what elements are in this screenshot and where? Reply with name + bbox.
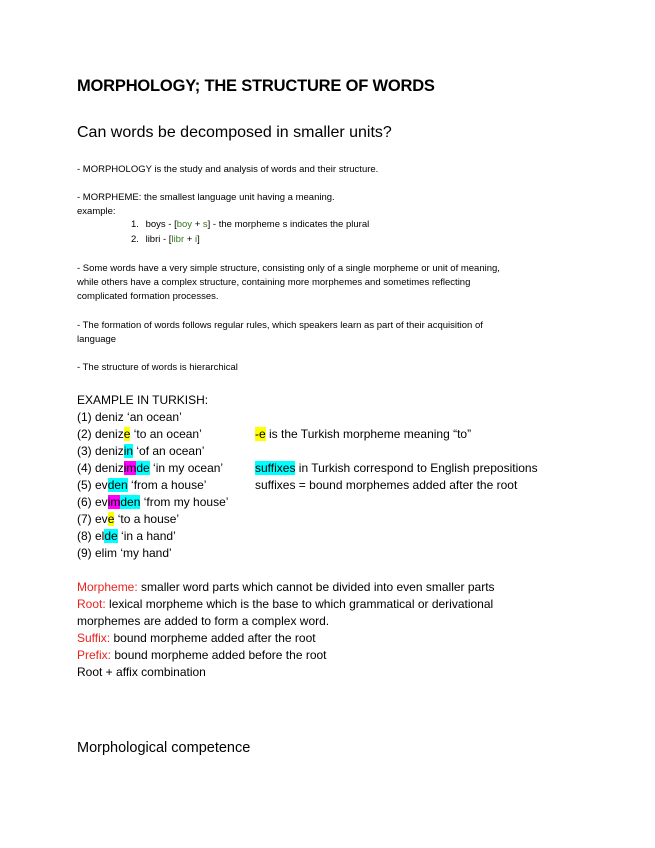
gloss: ‘from my house’	[140, 495, 229, 509]
root-part: libr	[171, 234, 185, 245]
note-e-morpheme	[255, 426, 471, 443]
highlight-suffix: e	[107, 512, 115, 526]
root-affix: Root + affix combination	[77, 665, 206, 679]
term: Prefix:	[77, 648, 112, 662]
turkish-example-4	[77, 460, 223, 477]
turkish-example-7	[77, 511, 179, 528]
example-label: example:	[77, 206, 116, 217]
word-root: (2) deniz	[77, 427, 124, 441]
highlight-possessive: im	[123, 461, 137, 475]
highlight-suffixes: suffixes	[255, 461, 296, 475]
gloss: ‘to a house’	[114, 512, 180, 526]
turkish-heading: EXAMPLE IN TURKISH:	[77, 393, 209, 407]
para-hierarchical: - The structure of words is hierarchical	[77, 362, 238, 373]
example-item-1	[131, 219, 369, 230]
example-gloss: ] - the morpheme s indicates the plural	[207, 219, 370, 230]
plus: +	[192, 219, 203, 230]
highlight-suffix: den	[120, 495, 141, 509]
para-morphology: - MORPHOLOGY is the study and analysis of words and their structure.	[77, 164, 379, 175]
para-rules-2: language	[77, 334, 117, 345]
term: Suffix:	[77, 631, 111, 645]
definition: bound morpheme added after the root	[110, 631, 316, 645]
turkish-example-3	[77, 443, 204, 460]
gloss: ‘to an ocean’	[130, 427, 202, 441]
note-bound: suffixes = bound morphemes added after the root	[255, 478, 518, 492]
definition-suffix	[77, 630, 316, 647]
plus: +	[184, 234, 195, 245]
highlight-suffix: e	[123, 427, 131, 441]
definition: lexical morpheme which is the base to which grammatical or derivational	[105, 597, 494, 611]
para-simple-3: complicated formation processes.	[77, 291, 219, 302]
example-close: ]	[197, 234, 200, 245]
gloss: ‘in my ocean’	[149, 461, 224, 475]
term: Morpheme:	[77, 580, 138, 594]
term: Root:	[77, 597, 106, 611]
word-root: (7) ev	[77, 512, 108, 526]
turkish-example-9: (9) elim ‘my hand’	[77, 546, 172, 560]
highlight-possessive: im	[107, 495, 121, 509]
list-number: 2.	[131, 234, 139, 245]
suffix-part: i	[194, 234, 198, 245]
turkish-example-1: (1) deniz ‘an ocean’	[77, 410, 182, 424]
definition-root-2: morphemes are added to form a complex word.	[77, 614, 330, 628]
note-text: in Turkish correspond to English prepositions	[295, 461, 538, 475]
page-title: MORPHOLOGY; THE STRUCTURE OF WORDS	[77, 77, 435, 95]
list-number: 1.	[131, 219, 139, 230]
root-part: boy	[176, 219, 193, 230]
para-simple-2: while others have a complex structure, containing more morphemes and sometimes reflecting	[77, 277, 471, 288]
example-text: libri - [	[145, 234, 172, 245]
word-root: (3) deniz	[77, 444, 124, 458]
example-item-2	[131, 234, 200, 245]
para-simple-1: - Some words have a very simple structure, consisting only of a single morpheme or unit of meaning,	[77, 263, 500, 274]
para-morpheme: - MORPHEME: the smallest language unit having a meaning.	[77, 192, 335, 203]
para-rules-1: - The formation of words follows regular rules, which speakers learn as part of their acquisition of	[77, 320, 483, 331]
subtitle: Can words be decomposed in smaller units?	[77, 124, 392, 141]
note-text: is the Turkish morpheme meaning “to”	[265, 427, 472, 441]
turkish-example-8	[77, 528, 176, 545]
turkish-example-2	[77, 426, 202, 443]
example-text: boys - [	[145, 219, 177, 230]
definition: bound morpheme added before the root	[111, 648, 327, 662]
suffix-part: s	[202, 219, 208, 230]
gloss: ‘from a house’	[127, 478, 207, 492]
definition-prefix	[77, 647, 327, 664]
turkish-example-6	[77, 494, 228, 511]
highlight-suffix: de	[104, 529, 118, 543]
definition-root	[77, 596, 493, 613]
word-root: (4) deniz	[77, 461, 124, 475]
competence-heading: Morphological competence	[77, 740, 251, 756]
definition: smaller word parts which cannot be divided into even smaller parts	[137, 580, 495, 594]
turkish-example-5	[77, 477, 206, 494]
highlight-e: -e	[255, 427, 266, 441]
definition-morpheme	[77, 579, 495, 596]
gloss: ‘in a hand’	[117, 529, 176, 543]
word-root: (8) el	[77, 529, 105, 543]
note-suffixes	[255, 460, 538, 477]
highlight-suffix: de	[136, 461, 150, 475]
word-root: (6) ev	[77, 495, 108, 509]
word-root: (5) ev	[77, 478, 108, 492]
gloss: ‘of an ocean’	[133, 444, 205, 458]
highlight-suffix: in	[123, 444, 134, 458]
highlight-suffix: den	[107, 478, 128, 492]
